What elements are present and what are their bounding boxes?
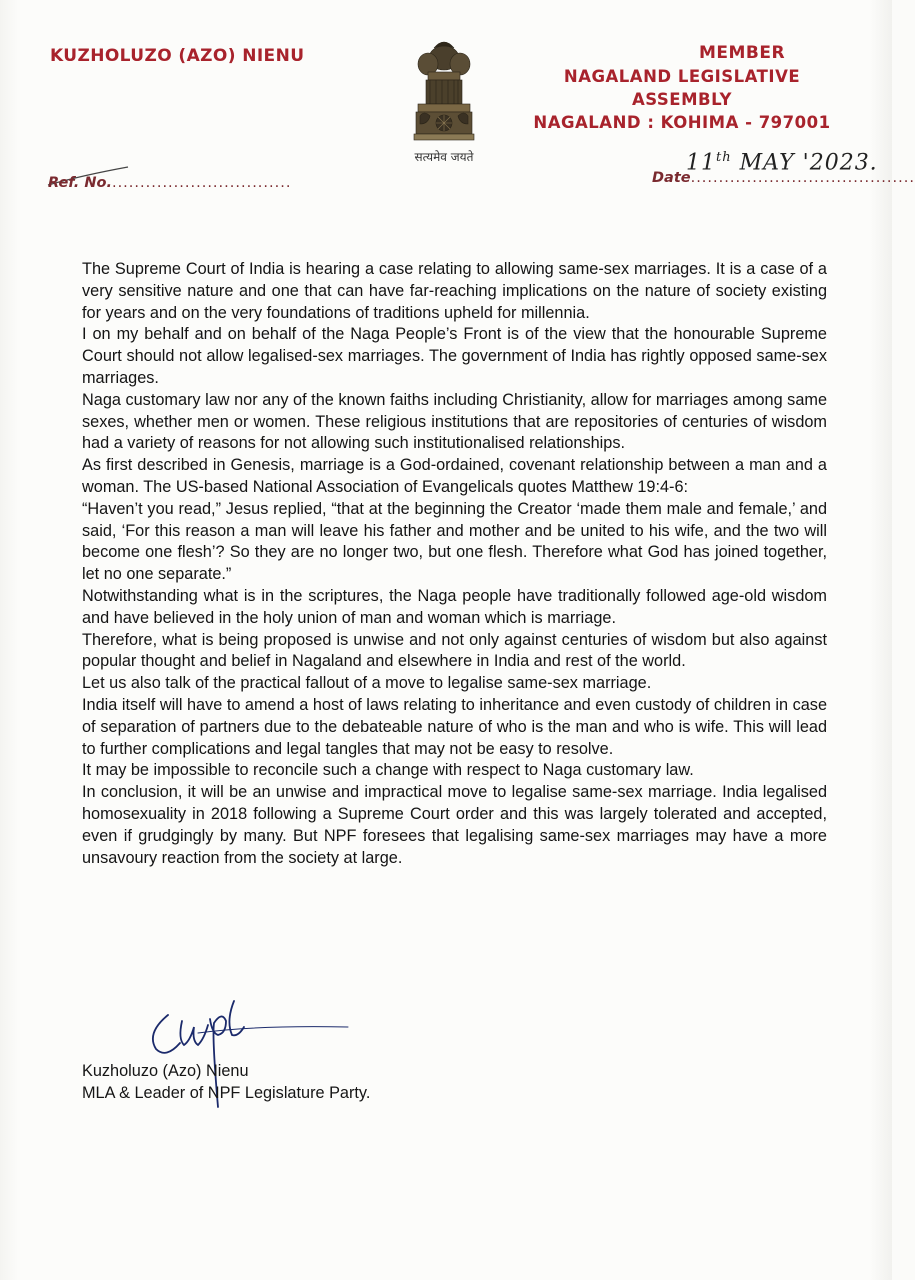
paragraph: The Supreme Court of India is hearing a case relating to allowing same-sex marriages. It is a case of a very sensitive nature and one that can have far-reaching implications on the nature of society existing for years and on the very foundations of traditions upheld for millennia. xyxy=(82,260,827,322)
date-label: Date xyxy=(652,170,691,186)
letterhead-office-line1: NAGALAND LEGISLATIVE ASSEMBLY xyxy=(563,67,801,109)
ref-dots: ................................ xyxy=(111,175,292,191)
letterhead-sender-name: KUZHOLUZO (AZO) NIENU xyxy=(50,46,305,66)
emblem-motto: सत्यमेव जयते xyxy=(414,150,474,164)
paragraph: Let us also talk of the practical fallout of a move to legalise same-sex marriage. xyxy=(82,674,652,693)
letterhead-office-line2: NAGALAND : KOHIMA - 797001 xyxy=(533,113,831,132)
signoff-title: MLA & Leader of NPF Legislature Party. xyxy=(82,1084,371,1102)
letterhead-role: MEMBER xyxy=(698,43,786,63)
handwritten-date xyxy=(686,150,878,175)
paragraph: In conclusion, it will be an unwise and impractical move to legalise same-sex marriage. India legalised homosexuality in 2018 following a Supreme Court order and this was largely tolerated and accepted, even if grudgingly by many. But NPF foresees that legalising same-sex marriages may have a more unsavoury reaction from the society at large. xyxy=(82,783,827,867)
date-rest: MAY '2023. xyxy=(739,150,878,176)
signoff-name: Kuzholuzo (Azo) Nienu xyxy=(82,1062,249,1080)
ref-number-line xyxy=(48,175,291,191)
date-day: 11 xyxy=(686,150,716,176)
paragraph: Notwithstanding what is in the scriptures, the Naga people have traditionally followed age-old wisdom and have believed in the holy union of man and woman which is marriage. xyxy=(82,586,827,627)
paragraph: Naga customary law nor any of the known faiths including Christianity, allow for marriages among same sexes, whether men or women. These religious institutions that are repositories of centuries of wisdom had a variety of reasons for not allowing such institutionalised relationships. xyxy=(82,390,827,453)
national-emblem-icon xyxy=(404,28,484,168)
date-dots: ........................................ xyxy=(690,170,915,186)
paragraph: Therefore, what is being proposed is unwise and not only against centuries of wisdom but also against popular thought and belief in Nagaland and elsewhere in India and rest of the world. xyxy=(82,630,827,671)
paragraph: “Haven’t you read,” Jesus replied, “that at the beginning the Creator ‘made them male and female,’ and said, ‘For this reason a man will leave his father and mother and be united to his wife, and the two will become one flesh’? So they are no longer two, but one flesh. Therefore what God has joined together, let no one separate.” xyxy=(82,499,827,584)
date-suffix: th xyxy=(716,150,732,165)
signoff-block xyxy=(82,1060,370,1104)
paragraph: India itself will have to amend a host of laws relating to inheritance and even custody of children in case of separation of partners due to the debateable nature of who is the man and who is wife. This will lead to further complications and legal tangles that may not be easy to resolve. xyxy=(82,695,827,758)
paragraph: I on my behalf and on behalf of the Naga People’s Front is of the view that the honourable Supreme Court should not allow legalised-sex marriages. The government of India has rightly opposed same-sex marriages. xyxy=(82,325,827,387)
paragraph: As first described in Genesis, marriage is a God-ordained, covenant relationship between a man and a woman. The US-based National Association of Evangelicals quotes Matthew 19:4-6: xyxy=(82,456,827,496)
ref-label: Ref. No. xyxy=(48,175,112,191)
letterhead-office xyxy=(512,42,852,134)
paragraph: It may be impossible to reconcile such a change with respect to Naga customary law. xyxy=(82,761,694,780)
letter-body xyxy=(82,259,827,869)
